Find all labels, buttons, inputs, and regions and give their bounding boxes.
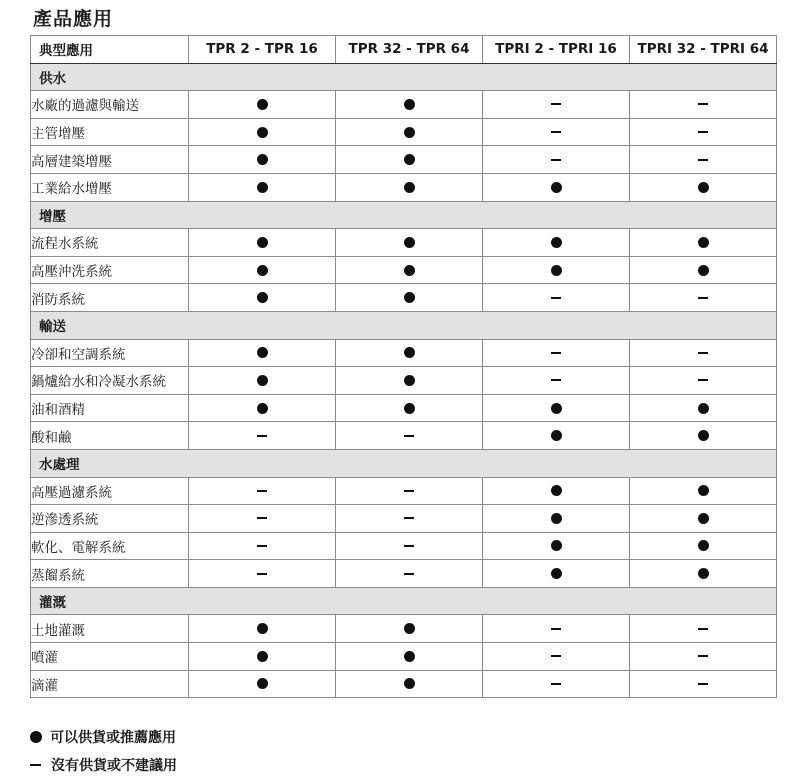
filled-dot-icon	[257, 292, 268, 303]
application-label: 工業給水增壓	[31, 173, 189, 201]
filled-dot-icon	[698, 568, 709, 579]
table-row	[31, 91, 777, 119]
dash-icon	[551, 379, 561, 381]
filled-dot-icon	[257, 99, 268, 110]
availability-cell	[483, 560, 630, 588]
filled-dot-icon	[698, 265, 709, 276]
dash-icon	[257, 435, 267, 437]
availability-cell	[189, 394, 336, 422]
filled-dot-icon	[257, 237, 268, 248]
dash-icon	[257, 573, 267, 575]
dash-icon	[404, 573, 414, 575]
dash-icon	[404, 517, 414, 519]
application-label: 土地灌溉	[31, 615, 189, 643]
application-label: 軟化、電解系統	[31, 532, 189, 560]
availability-cell	[336, 229, 483, 257]
availability-cell	[630, 643, 777, 671]
filled-dot-icon	[30, 731, 42, 743]
availability-cell	[483, 339, 630, 367]
table-row	[31, 118, 777, 146]
availability-cell	[630, 229, 777, 257]
category-row	[31, 201, 777, 229]
availability-cell	[630, 560, 777, 588]
filled-dot-icon	[404, 651, 415, 662]
table-row	[31, 532, 777, 560]
filled-dot-icon	[698, 485, 709, 496]
dash-icon	[698, 103, 708, 105]
availability-cell	[336, 367, 483, 395]
availability-cell	[336, 505, 483, 533]
filled-dot-icon	[404, 678, 415, 689]
category-label: 灌溉	[31, 587, 777, 615]
availability-cell	[336, 643, 483, 671]
page-title: 產品應用	[33, 8, 114, 30]
table-header-row	[31, 36, 777, 64]
table-row	[31, 505, 777, 533]
category-label: 輸送	[31, 311, 777, 339]
dash-icon	[698, 379, 708, 381]
filled-dot-icon	[404, 292, 415, 303]
availability-cell	[189, 146, 336, 174]
legend-available	[30, 727, 176, 747]
availability-cell	[483, 146, 630, 174]
dash-icon	[257, 517, 267, 519]
availability-cell	[336, 173, 483, 201]
application-label: 蒸餾系統	[31, 560, 189, 588]
filled-dot-icon	[551, 513, 562, 524]
availability-cell	[483, 615, 630, 643]
availability-cell	[189, 643, 336, 671]
category-row	[31, 449, 777, 477]
table-row	[31, 643, 777, 671]
application-label: 高層建築增壓	[31, 146, 189, 174]
filled-dot-icon	[551, 265, 562, 276]
dash-icon	[404, 435, 414, 437]
filled-dot-icon	[551, 485, 562, 496]
filled-dot-icon	[404, 182, 415, 193]
dash-icon	[404, 490, 414, 492]
filled-dot-icon	[257, 127, 268, 138]
dash-icon	[698, 159, 708, 161]
availability-cell	[336, 394, 483, 422]
category-label: 增壓	[31, 201, 777, 229]
availability-cell	[630, 422, 777, 450]
filled-dot-icon	[551, 237, 562, 248]
availability-cell	[483, 505, 630, 533]
availability-cell	[630, 670, 777, 698]
table-row	[31, 394, 777, 422]
availability-cell	[630, 615, 777, 643]
filled-dot-icon	[257, 678, 268, 689]
dash-icon	[404, 545, 414, 547]
application-label: 消防系統	[31, 284, 189, 312]
application-table	[30, 35, 777, 698]
dash-icon	[257, 545, 267, 547]
filled-dot-icon	[257, 403, 268, 414]
filled-dot-icon	[698, 237, 709, 248]
dash-icon	[551, 103, 561, 105]
availability-cell	[336, 560, 483, 588]
table-row	[31, 367, 777, 395]
availability-cell	[189, 367, 336, 395]
table-row	[31, 256, 777, 284]
availability-cell	[483, 229, 630, 257]
availability-cell	[630, 532, 777, 560]
application-label: 滴灌	[31, 670, 189, 698]
dash-icon	[698, 297, 708, 299]
availability-cell	[189, 560, 336, 588]
availability-cell	[336, 339, 483, 367]
availability-cell	[189, 505, 336, 533]
availability-cell	[336, 284, 483, 312]
availability-cell	[630, 118, 777, 146]
availability-cell	[483, 643, 630, 671]
filled-dot-icon	[404, 265, 415, 276]
dash-icon	[30, 764, 41, 767]
availability-cell	[189, 173, 336, 201]
availability-cell	[336, 532, 483, 560]
availability-cell	[483, 173, 630, 201]
legend-available-text: 可以供貨或推薦應用	[50, 730, 176, 746]
availability-cell	[630, 394, 777, 422]
dash-icon	[551, 683, 561, 685]
filled-dot-icon	[551, 430, 562, 441]
availability-cell	[483, 477, 630, 505]
category-label: 供水	[31, 63, 777, 91]
filled-dot-icon	[551, 403, 562, 414]
filled-dot-icon	[257, 375, 268, 386]
availability-cell	[630, 284, 777, 312]
availability-cell	[336, 670, 483, 698]
availability-cell	[189, 422, 336, 450]
availability-cell	[189, 91, 336, 119]
filled-dot-icon	[257, 347, 268, 358]
filled-dot-icon	[404, 127, 415, 138]
table-row	[31, 229, 777, 257]
table-row	[31, 615, 777, 643]
dash-icon	[257, 490, 267, 492]
availability-cell	[336, 91, 483, 119]
table-row	[31, 560, 777, 588]
availability-cell	[483, 367, 630, 395]
filled-dot-icon	[257, 651, 268, 662]
availability-cell	[630, 477, 777, 505]
availability-cell	[483, 118, 630, 146]
filled-dot-icon	[551, 568, 562, 579]
filled-dot-icon	[404, 347, 415, 358]
availability-cell	[483, 670, 630, 698]
category-row	[31, 63, 777, 91]
availability-cell	[189, 256, 336, 284]
filled-dot-icon	[257, 265, 268, 276]
availability-cell	[483, 284, 630, 312]
availability-cell	[630, 91, 777, 119]
availability-cell	[336, 256, 483, 284]
availability-cell	[630, 339, 777, 367]
availability-cell	[336, 477, 483, 505]
application-label: 鍋爐給水和冷凝水系統	[31, 367, 189, 395]
application-label: 逆滲透系統	[31, 505, 189, 533]
table-body	[31, 63, 777, 698]
availability-cell	[483, 532, 630, 560]
dash-icon	[551, 159, 561, 161]
column-header: TPR 2 - TPR 16	[189, 36, 336, 64]
availability-cell	[483, 422, 630, 450]
application-label: 噴灌	[31, 643, 189, 671]
filled-dot-icon	[404, 154, 415, 165]
availability-cell	[189, 118, 336, 146]
application-label: 主管增壓	[31, 118, 189, 146]
availability-cell	[483, 394, 630, 422]
filled-dot-icon	[698, 403, 709, 414]
filled-dot-icon	[698, 182, 709, 193]
availability-cell	[189, 615, 336, 643]
table-row	[31, 477, 777, 505]
legend-unavailable-text: 沒有供貨或不建議用	[51, 758, 177, 774]
availability-cell	[189, 339, 336, 367]
column-header: TPRI 2 - TPRI 16	[483, 36, 630, 64]
filled-dot-icon	[551, 540, 562, 551]
availability-cell	[189, 670, 336, 698]
filled-dot-icon	[551, 182, 562, 193]
application-label: 水廠的過濾與輸送	[31, 91, 189, 119]
application-label: 油和酒精	[31, 394, 189, 422]
application-label: 流程水系統	[31, 229, 189, 257]
availability-cell	[630, 256, 777, 284]
filled-dot-icon	[698, 430, 709, 441]
filled-dot-icon	[404, 403, 415, 414]
availability-cell	[336, 146, 483, 174]
table-row	[31, 422, 777, 450]
dash-icon	[551, 131, 561, 133]
availability-cell	[336, 615, 483, 643]
dash-icon	[551, 655, 561, 657]
filled-dot-icon	[404, 375, 415, 386]
application-label: 高壓沖洗系統	[31, 256, 189, 284]
category-row	[31, 587, 777, 615]
application-label: 高壓過濾系統	[31, 477, 189, 505]
filled-dot-icon	[257, 623, 268, 634]
table-row	[31, 284, 777, 312]
availability-cell	[630, 173, 777, 201]
filled-dot-icon	[257, 154, 268, 165]
dash-icon	[698, 131, 708, 133]
filled-dot-icon	[698, 540, 709, 551]
availability-cell	[336, 422, 483, 450]
filled-dot-icon	[404, 99, 415, 110]
availability-cell	[630, 505, 777, 533]
table-row	[31, 339, 777, 367]
availability-cell	[483, 256, 630, 284]
category-row	[31, 311, 777, 339]
table-row	[31, 173, 777, 201]
legend-unavailable	[30, 755, 177, 775]
dash-icon	[698, 628, 708, 630]
availability-cell	[189, 477, 336, 505]
filled-dot-icon	[404, 623, 415, 634]
availability-cell	[336, 118, 483, 146]
filled-dot-icon	[404, 237, 415, 248]
application-label: 冷卻和空調系統	[31, 339, 189, 367]
availability-cell	[189, 532, 336, 560]
column-header: TPRI 32 - TPRI 64	[630, 36, 777, 64]
category-label: 水處理	[31, 449, 777, 477]
application-label: 酸和鹼	[31, 422, 189, 450]
dash-icon	[551, 628, 561, 630]
availability-cell	[189, 284, 336, 312]
dash-icon	[698, 655, 708, 657]
availability-cell	[630, 146, 777, 174]
filled-dot-icon	[257, 182, 268, 193]
dash-icon	[698, 683, 708, 685]
availability-cell	[630, 367, 777, 395]
column-header: 典型應用	[31, 36, 189, 64]
dash-icon	[551, 352, 561, 354]
table-row	[31, 670, 777, 698]
availability-cell	[483, 91, 630, 119]
dash-icon	[698, 352, 708, 354]
column-header: TPR 32 - TPR 64	[336, 36, 483, 64]
dash-icon	[551, 297, 561, 299]
table-row	[31, 146, 777, 174]
availability-cell	[189, 229, 336, 257]
filled-dot-icon	[698, 513, 709, 524]
